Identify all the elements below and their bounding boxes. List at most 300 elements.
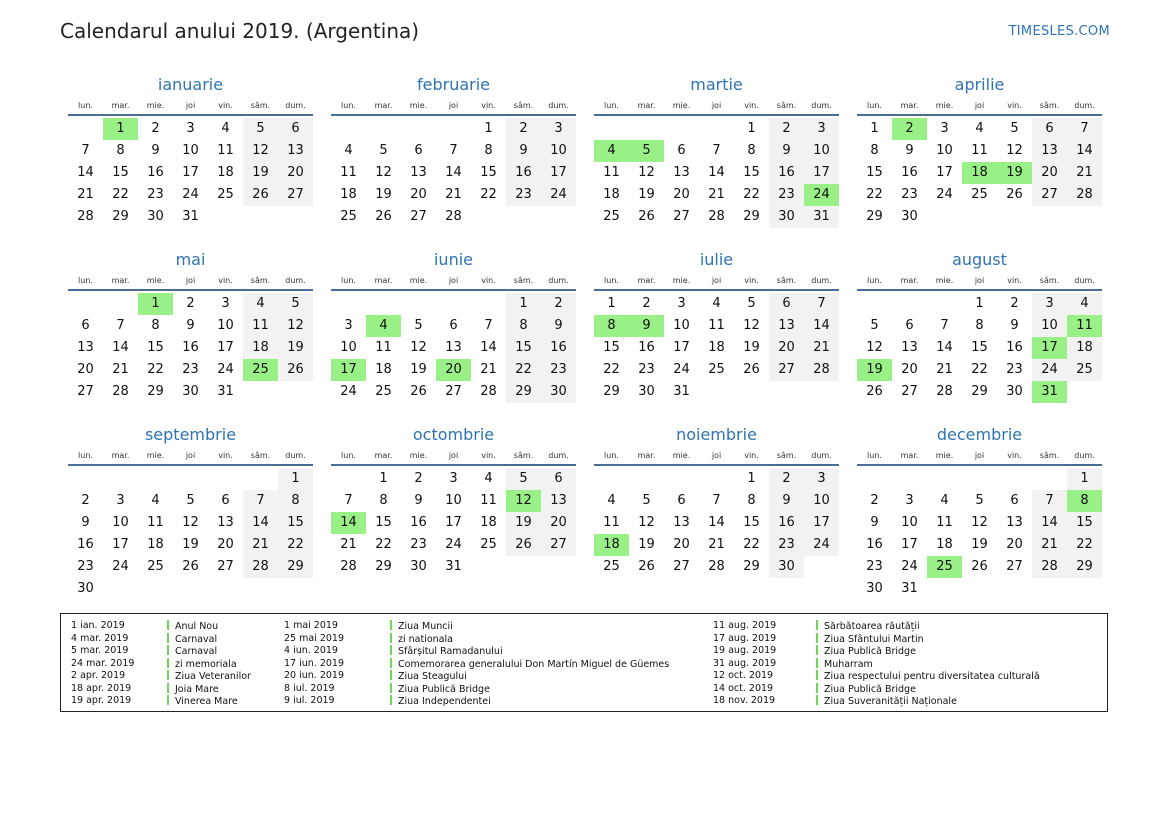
day-cell: 12 <box>743 318 760 333</box>
day-cell: 10 <box>217 318 234 333</box>
day-cell: 3 <box>186 121 195 136</box>
day-cell: 21 <box>77 187 94 202</box>
day-cell: 18 <box>708 340 725 355</box>
legend-holiday <box>167 620 218 634</box>
legend-date: 11 aug. 2019 <box>713 620 777 631</box>
legend-date: 1 ian. 2019 <box>71 620 125 631</box>
legend-marker <box>167 645 169 655</box>
day-cell: 5 <box>975 493 984 508</box>
day-cell: 18 <box>217 165 234 180</box>
day-cell: 18 <box>480 515 497 530</box>
month-title: octombrie <box>412 425 495 444</box>
legend-holiday-name: Joia Mare <box>175 683 219 695</box>
weekday-label: vin. <box>218 101 233 110</box>
weekday-label: mar. <box>111 451 130 460</box>
month-title: mai <box>175 250 206 269</box>
day-cell: 20 <box>1006 537 1023 552</box>
month-februarie <box>331 74 576 249</box>
weekday-label: lun. <box>78 101 93 110</box>
legend-holiday-name: Carnaval <box>175 633 218 645</box>
weekday-label: mie. <box>409 276 428 285</box>
day-cell: 1 <box>379 471 388 486</box>
day-cell: 16 <box>541 337 576 359</box>
weekday-header <box>594 448 839 466</box>
day-grid <box>857 293 1102 403</box>
weekday-label: joi <box>974 451 985 460</box>
weekday-label: mie. <box>409 101 428 110</box>
day-cell: 6 <box>278 118 313 140</box>
weekday-header <box>331 273 576 291</box>
day-cell: 23 <box>77 559 94 574</box>
weekday-label: sâm. <box>776 276 797 285</box>
day-cell: 30 <box>147 209 164 224</box>
day-cell: 17 <box>936 165 953 180</box>
day-grid <box>68 118 313 228</box>
day-cell: 5 <box>642 493 651 508</box>
legend-holiday <box>816 620 920 634</box>
holiday-day: 18 <box>594 534 629 556</box>
weekday-label: vin. <box>481 276 496 285</box>
day-cell: 9 <box>1010 318 1019 333</box>
day-cell: 15 <box>971 340 988 355</box>
day-cell: 22 <box>1067 534 1102 556</box>
day-cell: 31 <box>673 384 690 399</box>
day-cell: 31 <box>901 581 918 596</box>
day-cell: 14 <box>708 165 725 180</box>
day-cell: 10 <box>340 340 357 355</box>
holiday-day: 1 <box>138 293 173 315</box>
day-cell: 3 <box>221 296 230 311</box>
month-octombrie <box>331 424 576 599</box>
weekday-label: sâm. <box>776 451 797 460</box>
weekday-label: joi <box>711 101 722 110</box>
holiday-day: 17 <box>331 359 366 381</box>
weekday-label: sâm. <box>250 101 271 110</box>
legend-holiday-name: Sărbătoarea răutății <box>824 621 920 632</box>
weekday-label: mie. <box>672 451 691 460</box>
day-cell: 17 <box>804 512 839 534</box>
day-cell: 13 <box>673 515 690 530</box>
weekday-header <box>857 273 1102 291</box>
weekday-header <box>331 448 576 466</box>
day-cell: 30 <box>866 581 883 596</box>
day-cell: 26 <box>866 384 883 399</box>
day-cell: 5 <box>379 143 388 158</box>
legend-holiday-name: Carnaval <box>175 646 218 657</box>
day-cell: 4 <box>1067 293 1102 315</box>
day-cell: 16 <box>1006 340 1023 355</box>
day-grid <box>331 468 576 578</box>
weekday-label: dum. <box>1074 101 1095 110</box>
holiday-day: 25 <box>927 556 962 578</box>
day-cell: 20 <box>541 512 576 534</box>
day-cell: 8 <box>379 493 388 508</box>
legend-holiday-name: Ziua Publică Bridge <box>824 646 916 657</box>
day-cell: 18 <box>1067 337 1102 359</box>
month-title: februarie <box>416 75 491 94</box>
weekday-header <box>857 448 1102 466</box>
month-title: iunie <box>433 250 473 269</box>
weekday-label: vin. <box>1007 276 1022 285</box>
page-title: Calendarul anului 2019. (Argentina) <box>60 19 420 43</box>
day-cell: 16 <box>901 165 918 180</box>
day-cell: 16 <box>506 162 541 184</box>
day-cell: 28 <box>1067 184 1102 206</box>
day-cell: 3 <box>905 493 914 508</box>
weekday-label: joi <box>185 276 196 285</box>
day-cell: 21 <box>804 337 839 359</box>
day-cell: 6 <box>677 493 686 508</box>
weekday-label: sâm. <box>250 276 271 285</box>
day-cell: 17 <box>112 537 129 552</box>
legend-holiday <box>167 658 237 672</box>
weekday-label: joi <box>185 451 196 460</box>
day-cell: 30 <box>410 559 427 574</box>
day-cell: 19 <box>410 362 427 377</box>
weekday-label: dum. <box>811 276 832 285</box>
day-cell: 6 <box>1010 493 1019 508</box>
weekday-label: lun. <box>341 276 356 285</box>
weekday-label: dum. <box>285 276 306 285</box>
legend-holiday-name: Ziua Suveranității Naționale <box>824 696 957 707</box>
weekday-label: lun. <box>867 451 882 460</box>
day-cell: 21 <box>445 187 462 202</box>
day-cell: 17 <box>804 162 839 184</box>
day-cell: 18 <box>936 537 953 552</box>
weekday-label: mar. <box>637 451 656 460</box>
empty-cell <box>857 293 892 315</box>
holiday-day: 18 <box>962 162 997 184</box>
day-cell: 17 <box>673 340 690 355</box>
weekday-label: mie. <box>935 451 954 460</box>
day-cell: 7 <box>1032 490 1067 512</box>
day-cell: 27 <box>541 534 576 556</box>
weekday-label: mar. <box>374 101 393 110</box>
day-cell: 15 <box>866 165 883 180</box>
day-cell: 12 <box>638 515 655 530</box>
weekday-label: mie. <box>935 276 954 285</box>
weekday-label: joi <box>448 276 459 285</box>
legend-holiday <box>390 695 491 709</box>
day-cell: 9 <box>769 140 804 162</box>
day-cell: 30 <box>769 556 804 578</box>
legend-holiday-name: Ziua respectului pentru diversitatea culturală <box>824 671 1040 682</box>
day-cell: 10 <box>182 143 199 158</box>
day-cell: 13 <box>1032 140 1067 162</box>
month-title: iulie <box>699 250 734 269</box>
day-cell: 25 <box>971 187 988 202</box>
day-cell: 1 <box>870 121 879 136</box>
day-cell: 10 <box>541 140 576 162</box>
day-cell: 3 <box>449 471 458 486</box>
day-grid <box>594 468 839 578</box>
holiday-day: 24 <box>804 184 839 206</box>
day-cell: 20 <box>278 162 313 184</box>
day-cell: 9 <box>905 143 914 158</box>
weekday-label: lun. <box>78 276 93 285</box>
weekday-label: mar. <box>900 101 919 110</box>
day-cell: 11 <box>603 165 620 180</box>
empty-cell <box>594 468 629 490</box>
legend-marker <box>816 633 818 643</box>
day-cell: 24 <box>340 384 357 399</box>
day-cell: 29 <box>743 559 760 574</box>
legend-date: 12 oct. 2019 <box>713 670 774 681</box>
day-cell: 8 <box>747 493 756 508</box>
day-cell: 22 <box>506 359 541 381</box>
day-cell: 13 <box>445 340 462 355</box>
empty-cell <box>594 118 629 140</box>
day-cell: 15 <box>1067 512 1102 534</box>
day-cell: 22 <box>112 187 129 202</box>
holiday-day: 9 <box>629 315 664 337</box>
day-cell: 4 <box>221 121 230 136</box>
weekday-label: mar. <box>111 101 130 110</box>
day-cell: 18 <box>147 537 164 552</box>
day-cell: 10 <box>936 143 953 158</box>
day-cell: 7 <box>804 293 839 315</box>
day-cell: 9 <box>186 318 195 333</box>
weekday-label: dum. <box>1074 451 1095 460</box>
day-cell: 12 <box>243 140 278 162</box>
day-cell: 3 <box>940 121 949 136</box>
legend-marker <box>390 670 392 680</box>
day-cell: 18 <box>243 337 278 359</box>
day-cell: 30 <box>182 384 199 399</box>
day-cell: 9 <box>414 493 423 508</box>
day-cell: 3 <box>804 468 839 490</box>
legend-marker <box>167 620 169 630</box>
day-cell: 29 <box>375 559 392 574</box>
empty-cell <box>997 468 1032 490</box>
day-cell: 15 <box>743 165 760 180</box>
legend-holiday-name: Comemorarea generalului Don Martín Miguel de Güemes <box>398 658 670 670</box>
weekday-label: sâm. <box>776 101 797 110</box>
legend-date: 17 aug. 2019 <box>713 632 777 644</box>
day-cell: 24 <box>673 362 690 377</box>
legend-holiday-name: zi memoriala <box>175 658 237 670</box>
day-cell: 9 <box>151 143 160 158</box>
day-cell: 12 <box>971 515 988 530</box>
weekday-header <box>857 98 1102 116</box>
day-cell: 21 <box>112 362 129 377</box>
day-cell: 15 <box>375 515 392 530</box>
day-cell: 11 <box>971 143 988 158</box>
day-grid <box>331 118 576 228</box>
weekday-label: dum. <box>285 101 306 110</box>
day-cell: 14 <box>708 515 725 530</box>
weekday-label: vin. <box>218 451 233 460</box>
day-cell: 8 <box>747 143 756 158</box>
weekday-label: lun. <box>604 276 619 285</box>
day-cell: 18 <box>603 187 620 202</box>
day-cell: 26 <box>182 559 199 574</box>
weekday-label: lun. <box>78 451 93 460</box>
day-cell: 10 <box>804 140 839 162</box>
empty-cell <box>173 468 208 490</box>
month-aprilie <box>857 74 1102 249</box>
day-cell: 23 <box>638 362 655 377</box>
day-cell: 3 <box>1032 293 1067 315</box>
day-grid <box>331 293 576 403</box>
day-cell: 11 <box>603 515 620 530</box>
day-cell: 25 <box>340 209 357 224</box>
day-cell: 5 <box>243 118 278 140</box>
weekday-label: mie. <box>935 101 954 110</box>
weekday-header <box>594 273 839 291</box>
legend-date: 25 mai 2019 <box>284 632 345 644</box>
day-cell: 14 <box>77 165 94 180</box>
weekday-label: lun. <box>604 451 619 460</box>
day-cell: 20 <box>217 537 234 552</box>
day-cell: 8 <box>506 315 541 337</box>
day-cell: 14 <box>1032 512 1067 534</box>
day-cell: 10 <box>804 490 839 512</box>
weekday-header <box>594 98 839 116</box>
day-cell: 24 <box>112 559 129 574</box>
day-cell: 17 <box>541 162 576 184</box>
site-link[interactable]: TIMESLES.COM <box>1008 24 1110 39</box>
day-cell: 30 <box>901 209 918 224</box>
day-cell: 20 <box>410 187 427 202</box>
day-cell: 28 <box>112 384 129 399</box>
day-cell: 24 <box>217 362 234 377</box>
day-cell: 15 <box>506 337 541 359</box>
day-cell: 25 <box>603 559 620 574</box>
weekday-label: mie. <box>672 101 691 110</box>
day-cell: 11 <box>217 143 234 158</box>
day-cell: 27 <box>445 384 462 399</box>
day-cell: 27 <box>1006 559 1023 574</box>
day-cell: 8 <box>151 318 160 333</box>
holiday-day: 1 <box>103 118 138 140</box>
month-title: aprilie <box>954 75 1005 94</box>
month-title: noiembrie <box>676 425 757 444</box>
day-cell: 26 <box>410 384 427 399</box>
weekday-label: sâm. <box>1039 101 1060 110</box>
day-cell: 12 <box>278 315 313 337</box>
legend-holiday-name: Ziua Steagului <box>398 671 467 682</box>
day-cell: 6 <box>677 143 686 158</box>
day-cell: 11 <box>708 318 725 333</box>
day-cell: 11 <box>340 165 357 180</box>
legend-date: 4 iun. 2019 <box>284 645 338 656</box>
holiday-day: 19 <box>857 359 892 381</box>
day-cell: 28 <box>243 556 278 578</box>
day-cell: 5 <box>414 318 423 333</box>
day-cell: 4 <box>712 296 721 311</box>
legend-date: 1 mai 2019 <box>284 620 338 631</box>
day-cell: 28 <box>936 384 953 399</box>
empty-cell <box>892 468 927 490</box>
day-cell: 23 <box>182 362 199 377</box>
day-cell: 2 <box>642 296 651 311</box>
day-cell: 5 <box>1010 121 1019 136</box>
day-cell: 30 <box>638 384 655 399</box>
legend-holiday <box>390 633 453 647</box>
day-cell: 27 <box>901 384 918 399</box>
day-cell: 1 <box>975 296 984 311</box>
weekday-label: lun. <box>341 101 356 110</box>
day-cell: 5 <box>747 296 756 311</box>
day-cell: 28 <box>708 559 725 574</box>
day-cell: 23 <box>1006 362 1023 377</box>
empty-cell <box>857 468 892 490</box>
weekday-label: mar. <box>637 101 656 110</box>
day-cell: 3 <box>804 118 839 140</box>
legend-date: 4 mar. 2019 <box>71 632 129 644</box>
day-cell: 15 <box>147 340 164 355</box>
day-grid <box>68 293 313 403</box>
day-cell: 19 <box>506 512 541 534</box>
day-cell: 4 <box>607 493 616 508</box>
day-grid <box>594 293 839 403</box>
day-cell: 12 <box>1006 143 1023 158</box>
legend-holiday <box>390 645 503 659</box>
day-cell: 16 <box>182 340 199 355</box>
day-cell: 10 <box>901 515 918 530</box>
day-cell: 19 <box>182 537 199 552</box>
day-cell: 28 <box>1032 556 1067 578</box>
day-cell: 24 <box>936 187 953 202</box>
weekday-label: mie. <box>409 451 428 460</box>
day-cell: 16 <box>769 512 804 534</box>
day-cell: 24 <box>445 537 462 552</box>
day-cell: 24 <box>1032 359 1067 381</box>
day-cell: 13 <box>278 140 313 162</box>
weekday-label: lun. <box>341 451 356 460</box>
day-cell: 24 <box>804 534 839 556</box>
day-cell: 20 <box>1032 162 1067 184</box>
day-cell: 5 <box>870 318 879 333</box>
legend-holiday <box>390 670 467 684</box>
day-cell: 21 <box>480 362 497 377</box>
day-cell: 9 <box>769 490 804 512</box>
day-cell: 20 <box>77 362 94 377</box>
weekday-label: sâm. <box>513 276 534 285</box>
day-cell: 29 <box>603 384 620 399</box>
legend-marker <box>390 645 392 655</box>
holiday-legend <box>60 613 1108 712</box>
day-cell: 15 <box>480 165 497 180</box>
day-cell: 31 <box>182 209 199 224</box>
holiday-day: 17 <box>1032 337 1067 359</box>
weekday-label: sâm. <box>1039 276 1060 285</box>
day-cell: 17 <box>445 515 462 530</box>
weekday-label: joi <box>711 276 722 285</box>
weekday-label: lun. <box>867 101 882 110</box>
day-cell: 26 <box>638 209 655 224</box>
legend-marker <box>390 658 392 668</box>
weekday-label: dum. <box>548 451 569 460</box>
weekday-label: dum. <box>548 101 569 110</box>
day-cell: 22 <box>866 187 883 202</box>
empty-cell <box>68 118 103 140</box>
weekday-label: dum. <box>1074 276 1095 285</box>
day-cell: 4 <box>484 471 493 486</box>
day-cell: 6 <box>1032 118 1067 140</box>
day-cell: 29 <box>147 384 164 399</box>
empty-cell <box>927 468 962 490</box>
weekday-label: vin. <box>218 276 233 285</box>
day-cell: 22 <box>603 362 620 377</box>
day-cell: 26 <box>278 359 313 381</box>
weekday-label: vin. <box>481 101 496 110</box>
day-cell: 10 <box>445 493 462 508</box>
day-cell: 1 <box>484 121 493 136</box>
holiday-day: 14 <box>331 512 366 534</box>
day-cell: 19 <box>743 340 760 355</box>
